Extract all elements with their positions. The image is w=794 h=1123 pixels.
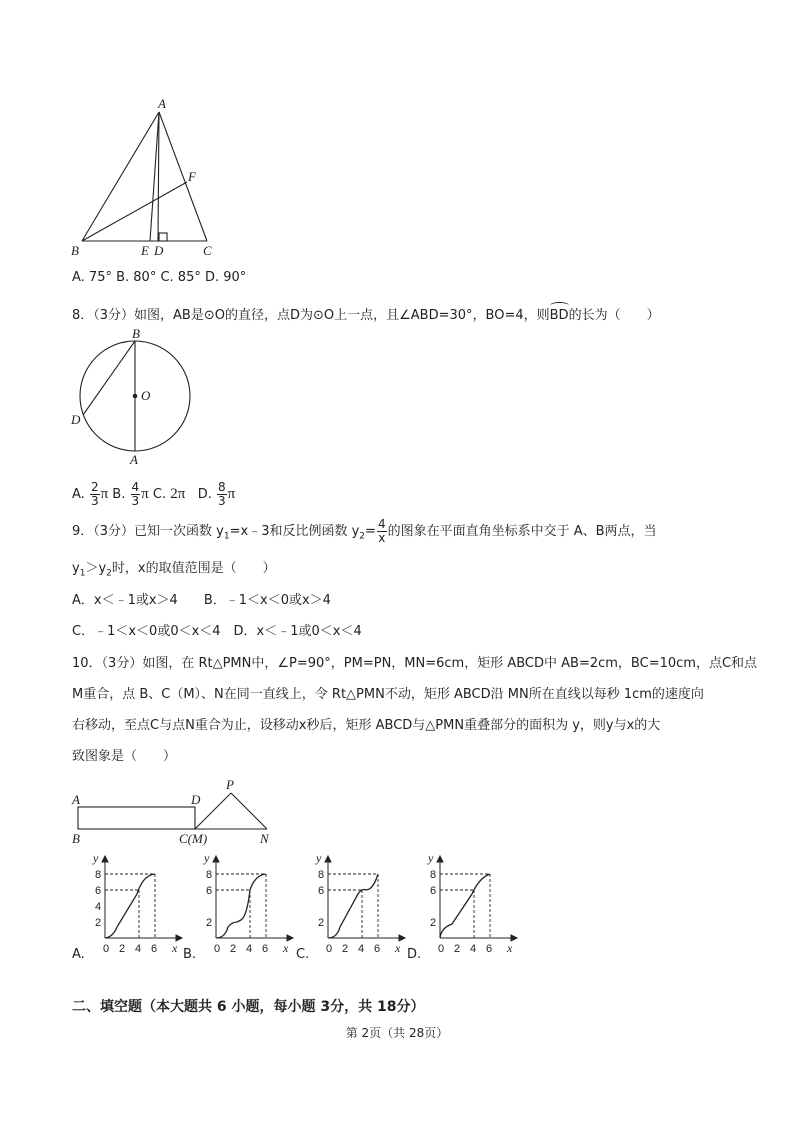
q8-label-b: B xyxy=(132,326,140,341)
svg-text:2: 2 xyxy=(430,917,437,929)
q10-rectangle-triangle-figure xyxy=(66,776,286,846)
svg-text:x: x xyxy=(283,941,289,955)
q7-label-d: D xyxy=(154,243,164,258)
q9-stem: 9．（3分）已知一次函数 $y_1=x﹣3$和反比例函数 $y_2=$ $\frac{4}{x}$ 的图象在平面直角坐标系中交于 A、B两点，当 xyxy=(72,517,657,545)
q10-stem-line1: 10．（3分）如图，在 Rt△PMN中，∠P=90°，PM=PN，MN=6cm，矩形 ABCD中 AB=2cm，BC=10cm，点C和点 xyxy=(72,656,758,671)
q8-option-a: A. $\frac{2}{3}$ π xyxy=(72,480,109,508)
q7-triangle-figure xyxy=(66,96,226,262)
q10-stem-line2: M重合，点 B、C（M）、N在同一直线上，令 Rt△PMN不动，矩形 ABCD沿 MN所在直线以每秒 1cm的速度向 xyxy=(72,687,704,702)
svg-text:4: 4 xyxy=(358,943,365,955)
svg-text:6: 6 xyxy=(262,943,269,955)
svg-text:8: 8 xyxy=(430,869,437,881)
svg-text:6: 6 xyxy=(151,943,158,955)
svg-text:8: 8 xyxy=(318,869,325,881)
svg-text:2: 2 xyxy=(206,917,213,929)
q10-graph-b-letter: B. xyxy=(183,947,197,962)
q10-graph-d xyxy=(423,852,523,956)
q8-options xyxy=(72,480,235,509)
q10-label-p: P xyxy=(226,777,234,792)
svg-text:2: 2 xyxy=(318,917,325,929)
q10-stem-line4: 致图象是（ ） xyxy=(72,749,177,764)
q10-graph-a xyxy=(88,852,188,956)
q10-stem-line3: 右移动，至点C与点N重合为止，设移动x秒后，矩形 ABCD与△PMN重叠部分的面积为 y，则y与x的大 xyxy=(72,718,661,733)
q7-label-a: A xyxy=(158,96,166,111)
q8-option-c: C. 2π xyxy=(152,486,186,502)
svg-text:0: 0 xyxy=(214,943,221,955)
q8-label-o: O xyxy=(141,388,151,403)
q10-label-n: N xyxy=(260,831,269,846)
svg-text:2: 2 xyxy=(454,943,461,955)
q10-label-cm: C(M) xyxy=(179,831,208,846)
q8-circle-figure xyxy=(66,326,201,468)
q10-label-b: B xyxy=(72,831,80,846)
q10-graph-b xyxy=(199,852,299,956)
q10-graph-c-letter: C. xyxy=(296,947,310,962)
section-2-heading: 二、填空题（本大题共 6 小题，每小题 3分，共 18分） xyxy=(72,999,425,1015)
svg-text:0: 0 xyxy=(438,943,445,955)
page-footer: 第 2页（共 28页） xyxy=(345,1026,449,1040)
svg-text:6: 6 xyxy=(430,885,437,897)
svg-text:4: 4 xyxy=(470,943,477,955)
svg-text:4: 4 xyxy=(135,943,142,955)
q7-options: A. 75° B. 80° C. 85° D. 90° xyxy=(72,270,247,285)
svg-text:6: 6 xyxy=(486,943,493,955)
q8-option-b: B. $\frac{4}{3}$ π xyxy=(112,480,149,508)
svg-text:2: 2 xyxy=(95,917,102,929)
q8-stem-before: 8．（3分）如图，AB是⊙O的直径，点D为⊙O上一点，且∠ABD=30°，BO=4，则 xyxy=(72,308,550,323)
q8-stem xyxy=(72,304,660,325)
svg-text:6: 6 xyxy=(318,885,325,897)
svg-text:4: 4 xyxy=(95,901,102,913)
svg-text:6: 6 xyxy=(95,885,102,897)
q8-stem-after: 的长为（ ） xyxy=(568,308,660,323)
q10-graph-c xyxy=(311,852,411,956)
svg-text:y: y xyxy=(316,852,322,865)
q7-label-b: B xyxy=(71,243,79,258)
svg-text:y: y xyxy=(204,852,210,865)
svg-text:x: x xyxy=(172,941,178,955)
q8-option-d: D. $\frac{8}{3}$ π xyxy=(197,480,236,508)
q7-label-f: F xyxy=(188,169,196,184)
q9-options-line1: A．x＜﹣1或x＞4 B．﹣1＜x＜0或x＞4 xyxy=(72,593,331,608)
q9-fraction: $\frac{4}{x}$ xyxy=(377,517,386,545)
svg-text:4: 4 xyxy=(246,943,253,955)
q8-label-d: D xyxy=(71,412,81,427)
svg-text:6: 6 xyxy=(206,885,213,897)
q7-label-c: C xyxy=(203,243,212,258)
svg-text:y: y xyxy=(428,852,434,865)
q8-arc-bd: BD xyxy=(550,304,569,325)
svg-text:2: 2 xyxy=(119,943,126,955)
svg-text:0: 0 xyxy=(103,943,110,955)
svg-text:2: 2 xyxy=(230,943,237,955)
q10-graph-d-letter: D. xyxy=(407,947,422,962)
svg-text:6: 6 xyxy=(374,943,381,955)
svg-text:8: 8 xyxy=(95,869,102,881)
q10-label-a: A xyxy=(72,792,80,807)
svg-text:8: 8 xyxy=(206,869,213,881)
svg-text:0: 0 xyxy=(326,943,333,955)
q9-options-line2: C．﹣1＜x＜0或0＜x＜4 D．x＜﹣1或0＜x＜4 xyxy=(72,624,362,639)
svg-text:x: x xyxy=(507,941,513,955)
q8-label-a: A xyxy=(130,452,138,467)
svg-text:x: x xyxy=(395,941,401,955)
svg-text:y: y xyxy=(93,852,99,865)
q9-stem-line2: $y_1>y_2$时，x的取值范围是（ ） xyxy=(72,561,276,579)
svg-text:2: 2 xyxy=(342,943,349,955)
q10-label-d: D xyxy=(191,792,201,807)
q10-graph-a-letter: A. xyxy=(72,947,85,962)
q7-label-e: E xyxy=(141,243,149,258)
